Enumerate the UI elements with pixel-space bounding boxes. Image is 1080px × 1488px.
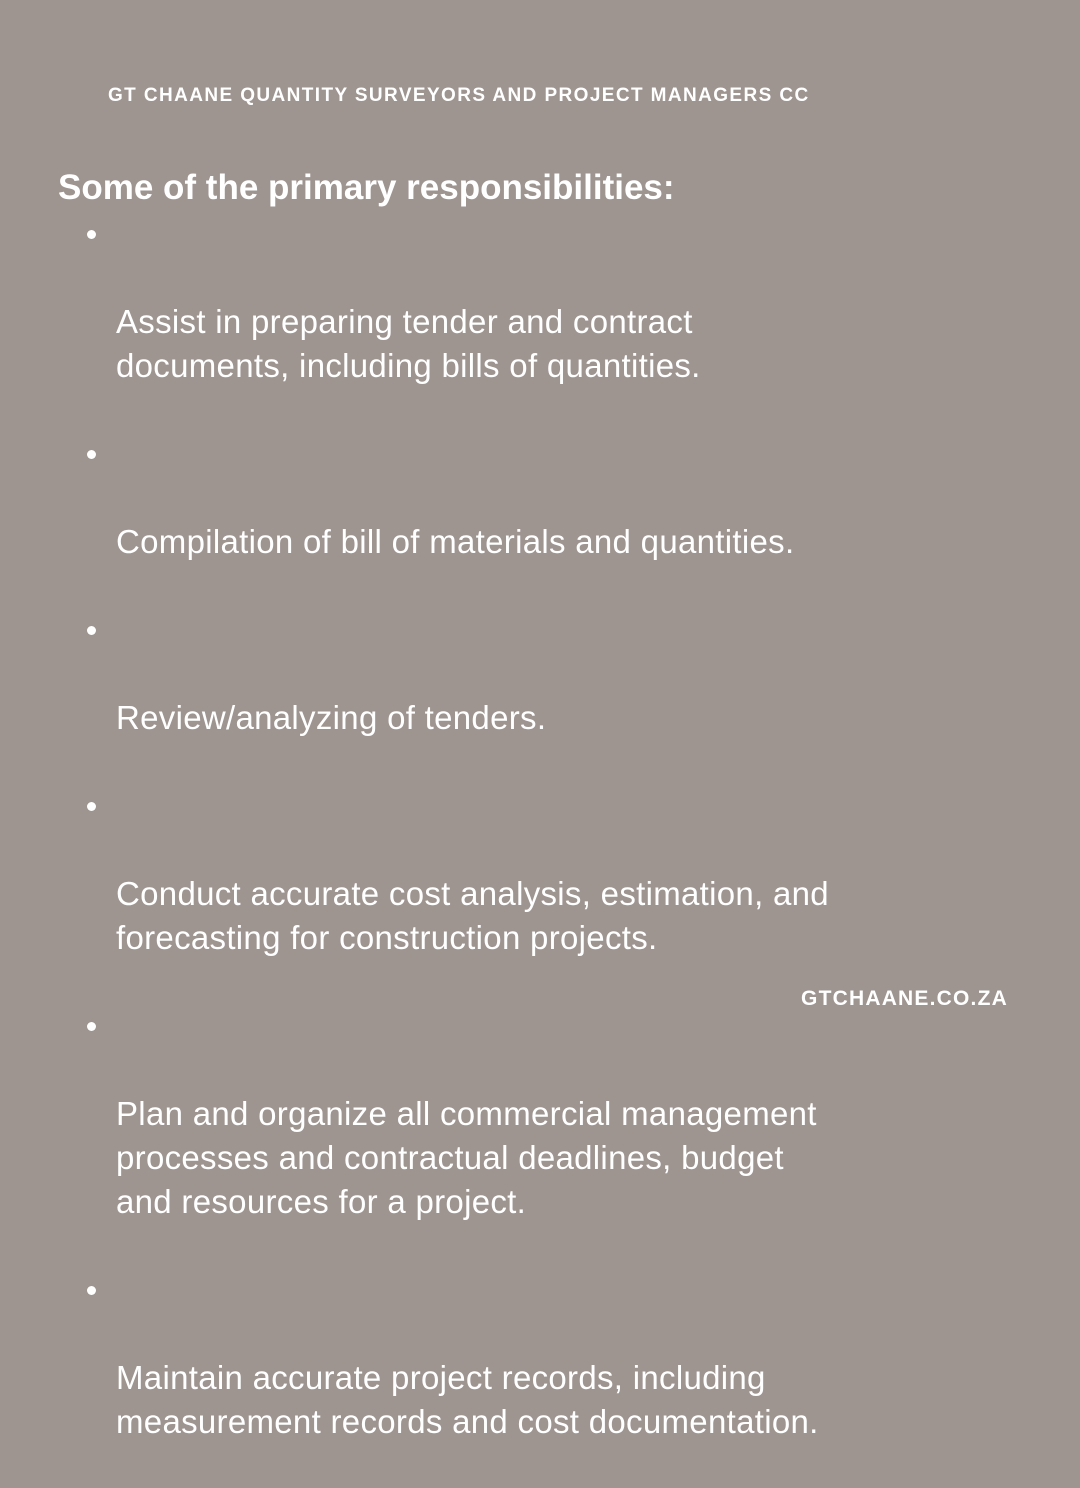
list-item [116, 784, 1016, 960]
list-item-text: Plan and organize all commercial management processes and contractual deadlines, budget and resources for a project. [116, 1095, 817, 1220]
list-item-text: Compilation of bill of materials and quantities. [116, 523, 795, 560]
bullet-icon [87, 1022, 96, 1031]
list-item-text: Conduct accurate cost analysis, estimation, and forecasting for construction projects. [116, 875, 829, 956]
page-heading: Some of the primary responsibilities: [58, 168, 675, 207]
list-item [116, 608, 1016, 740]
bullet-icon [87, 230, 96, 239]
company-name: GT CHAANE QUANTITY SURVEYORS AND PROJECT MANAGERS CC [108, 85, 810, 106]
bullet-icon [87, 802, 96, 811]
list-item [116, 1004, 1016, 1224]
bullet-icon [87, 1286, 96, 1295]
list-item [116, 432, 1016, 564]
list-item [116, 1268, 1016, 1444]
list-item-text: Review/analyzing of tenders. [116, 699, 547, 736]
bullet-icon [87, 450, 96, 459]
responsibilities-list [116, 212, 1016, 1488]
bullet-icon [87, 626, 96, 635]
website-link[interactable]: GTCHAANE.CO.ZA [801, 987, 1008, 1010]
list-item-text: Maintain accurate project records, including measurement records and cost documentation. [116, 1359, 819, 1440]
list-item [116, 212, 1016, 388]
list-item-text: Assist in preparing tender and contract documents, including bills of quantities. [116, 303, 701, 384]
